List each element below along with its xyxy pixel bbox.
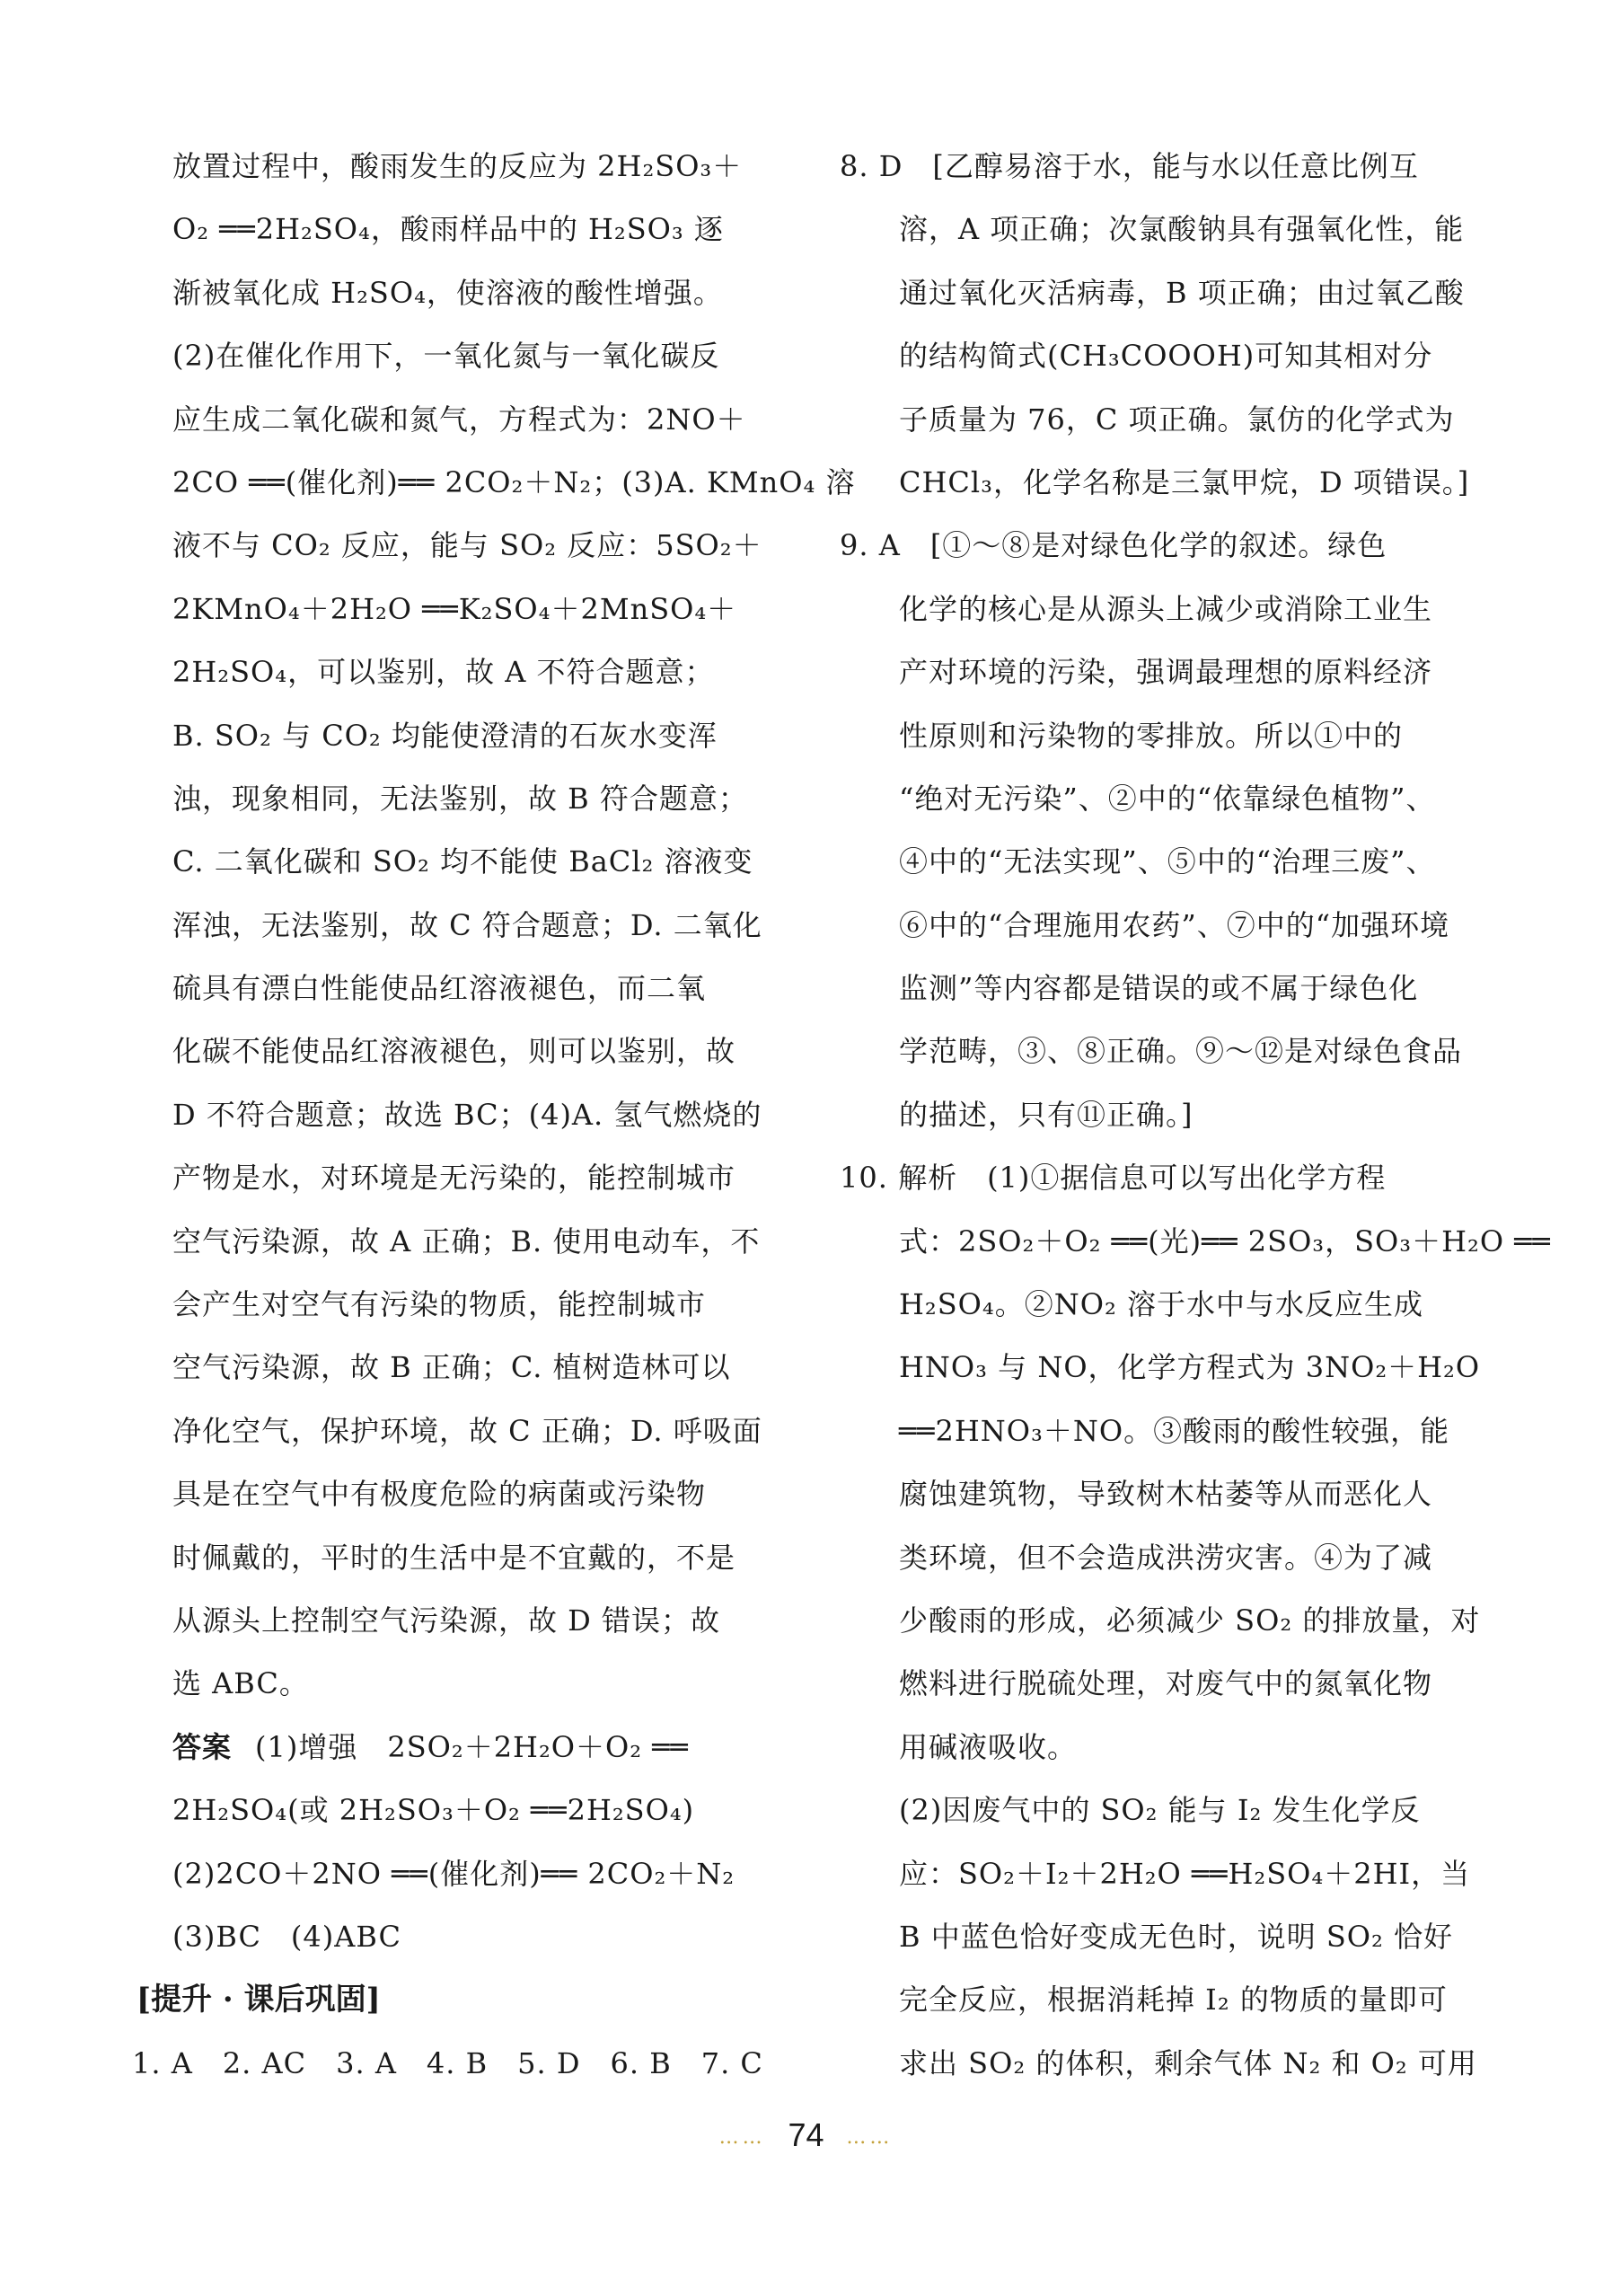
text-line: B. SO₂ 与 CO₂ 均能使澄清的石灰水变浑 bbox=[172, 718, 718, 753]
text-line: 子质量为 76，C 项正确。氯仿的化学式为 bbox=[840, 402, 1455, 437]
text-line: 会产生对空气有污染的物质，能控制城市 bbox=[172, 1287, 707, 1322]
text-line: 2H₂SO₄，可以鉴别，故 A 不符合题意； bbox=[172, 655, 715, 690]
text-line: 应生成二氧化碳和氮气，方程式为：2NO＋ bbox=[172, 402, 746, 437]
text-line: 放置过程中，酸雨发生的反应为 2H₂SO₃＋ bbox=[172, 149, 743, 183]
text-line: 10. 解析 (1)①据信息可以写出化学方程 bbox=[840, 1161, 1387, 1196]
text-line: ══2HNO₃＋NO。③酸雨的酸性较强，能 bbox=[840, 1413, 1450, 1448]
text-line: (2)因废气中的 SO₂ 能与 I₂ 发生化学反 bbox=[840, 1793, 1421, 1828]
text-line: 完全反应，根据消耗掉 I₂ 的物质的量即可 bbox=[840, 1983, 1448, 2018]
text-line: 净化空气，保护环境，故 C 正确；D. 呼吸面 bbox=[172, 1413, 762, 1448]
text-line: 具是在空气中有极度危险的病菌或污染物 bbox=[172, 1477, 707, 1512]
text-line: 产物是水，对环境是无污染的，能控制城市 bbox=[172, 1161, 736, 1196]
text-line: D 不符合题意；故选 BC；(4)A. 氢气燃烧的 bbox=[172, 1097, 762, 1132]
text-line: 的结构简式(CH₃COOOH)可知其相对分 bbox=[840, 339, 1433, 374]
text-line: 时佩戴的，平时的生活中是不宜戴的，不是 bbox=[172, 1540, 736, 1575]
text-line: 硫具有漂白性能使品红溶液褪色，而二氧 bbox=[172, 971, 707, 1006]
text-line: 8. D [乙醇易溶于水，能与水以任意比例互 bbox=[840, 149, 1419, 183]
answer-text: (1)增强 2SO₂＋2H₂O＋O₂ ══ bbox=[255, 1729, 689, 1764]
text-line: 化学的核心是从源头上减少或消除工业生 bbox=[840, 591, 1433, 626]
text-line: 学范畴，③、⑧正确。⑨～⑫是对绿色食品 bbox=[840, 1034, 1463, 1069]
text-line: (2)在催化作用下，一氧化氮与一氧化碳反 bbox=[172, 339, 720, 374]
answer-line: (3)BC (4)ABC bbox=[172, 1919, 401, 1954]
text-line: “绝对无污染”、②中的“依靠绿色植物”、 bbox=[840, 781, 1436, 816]
text-line: 性原则和污染物的零排放。所以①中的 bbox=[840, 718, 1404, 753]
right-column bbox=[840, 135, 1551, 2095]
text-line: 监测”等内容都是错误的或不属于绿色化 bbox=[840, 971, 1419, 1006]
text-line: CHCl₃，化学名称是三氯甲烷，D 项错误。] bbox=[840, 464, 1470, 499]
text-line: 化碳不能使品红溶液褪色，则可以鉴别，故 bbox=[172, 1034, 736, 1069]
text-line: 从源头上控制空气污染源，故 D 错误；故 bbox=[172, 1603, 721, 1638]
text-line: 通过氧化灭活病毒，B 项正确；由过氧乙酸 bbox=[840, 275, 1465, 310]
text-line: 用碱液吸收。 bbox=[840, 1729, 1078, 1764]
text-line: B 中蓝色恰好变成无色时，说明 SO₂ 恰好 bbox=[840, 1919, 1454, 1954]
answer-line: (2)2CO＋2NO ══(催化剂)══ 2CO₂＋N₂ bbox=[172, 1856, 736, 1891]
page-footer bbox=[0, 2113, 1612, 2160]
footer-dots-right: …… bbox=[846, 2126, 894, 2149]
text-line: 选 ABC。 bbox=[172, 1666, 309, 1701]
text-line: 少酸雨的形成，必须减少 SO₂ 的排放量，对 bbox=[840, 1603, 1481, 1638]
text-line: 液不与 CO₂ 反应，能与 SO₂ 反应：5SO₂＋ bbox=[172, 528, 762, 563]
answer-line: 2H₂SO₄(或 2H₂SO₃＋O₂ ══2H₂SO₄) bbox=[172, 1793, 695, 1828]
text-line: 2KMnO₄＋2H₂O ══K₂SO₄＋2MnSO₄＋ bbox=[172, 591, 737, 626]
answer-key-row: 1. A 2. AC 3. A 4. B 5. D 6. B 7. C bbox=[132, 2045, 763, 2080]
text-line: 求出 SO₂ 的体积，剩余气体 N₂ 和 O₂ 可用 bbox=[840, 2045, 1477, 2080]
text-line: ⑥中的“合理施用农药”、⑦中的“加强环境 bbox=[840, 907, 1450, 942]
left-column bbox=[132, 135, 856, 2095]
text-line: HNO₃ 与 NO，化学方程式为 3NO₂＋H₂O bbox=[840, 1350, 1481, 1385]
text-line: ④中的“无法实现”、⑤中的“治理三废”、 bbox=[840, 844, 1436, 879]
footer-dots-left: …… bbox=[718, 2126, 766, 2149]
text-line: 产对环境的污染，强调最理想的原料经济 bbox=[840, 655, 1433, 690]
text-line: 浊，现象相同，无法鉴别，故 B 符合题意； bbox=[172, 781, 748, 816]
text-line: 9. A [①～⑧是对绿色化学的叙述。绿色 bbox=[840, 528, 1387, 563]
text-line: 式：2SO₂＋O₂ ══(光)══ 2SO₃，SO₃＋H₂O ══ bbox=[840, 1223, 1551, 1258]
text-line: 溶，A 项正确；次氯酸钠具有强氧化性，能 bbox=[840, 212, 1465, 247]
answer-line bbox=[172, 1716, 801, 1779]
text-line: 空气污染源，故 A 正确；B. 使用电动车，不 bbox=[172, 1223, 761, 1258]
answer-label: 答案 bbox=[172, 1729, 233, 1764]
text-line: 应：SO₂＋I₂＋2H₂O ══H₂SO₄＋2HI，当 bbox=[840, 1856, 1471, 1891]
text-line: 类环境，但不会造成洪涝灾害。④为了减 bbox=[840, 1540, 1433, 1575]
text-line: C. 二氧化碳和 SO₂ 均不能使 BaCl₂ 溶液变 bbox=[172, 844, 753, 879]
page-number: 74 bbox=[788, 2116, 824, 2153]
text-line: 的描述，只有⑪正确。] bbox=[840, 1097, 1194, 1132]
text-line: 腐蚀建筑物，导致树木枯萎等从而恶化人 bbox=[840, 1477, 1433, 1512]
text-line: 渐被氧化成 H₂SO₄，使溶液的酸性增强。 bbox=[172, 275, 723, 310]
text-line: 空气污染源，故 B 正确；C. 植树造林可以 bbox=[172, 1350, 731, 1385]
text-line: 浑浊，无法鉴别，故 C 符合题意；D. 二氧化 bbox=[172, 907, 762, 942]
text-line: 2CO ══(催化剂)══ 2CO₂＋N₂；(3)A. KMnO₄ 溶 bbox=[172, 464, 856, 499]
text-line: H₂SO₄。②NO₂ 溶于水中与水反应生成 bbox=[840, 1287, 1423, 1322]
section-title: [提升 · 课后巩固] bbox=[137, 1982, 381, 2018]
text-line: O₂ ══2H₂SO₄，酸雨样品中的 H₂SO₃ 逐 bbox=[172, 212, 724, 247]
text-line: 燃料进行脱硫处理，对废气中的氮氧化物 bbox=[840, 1666, 1433, 1701]
